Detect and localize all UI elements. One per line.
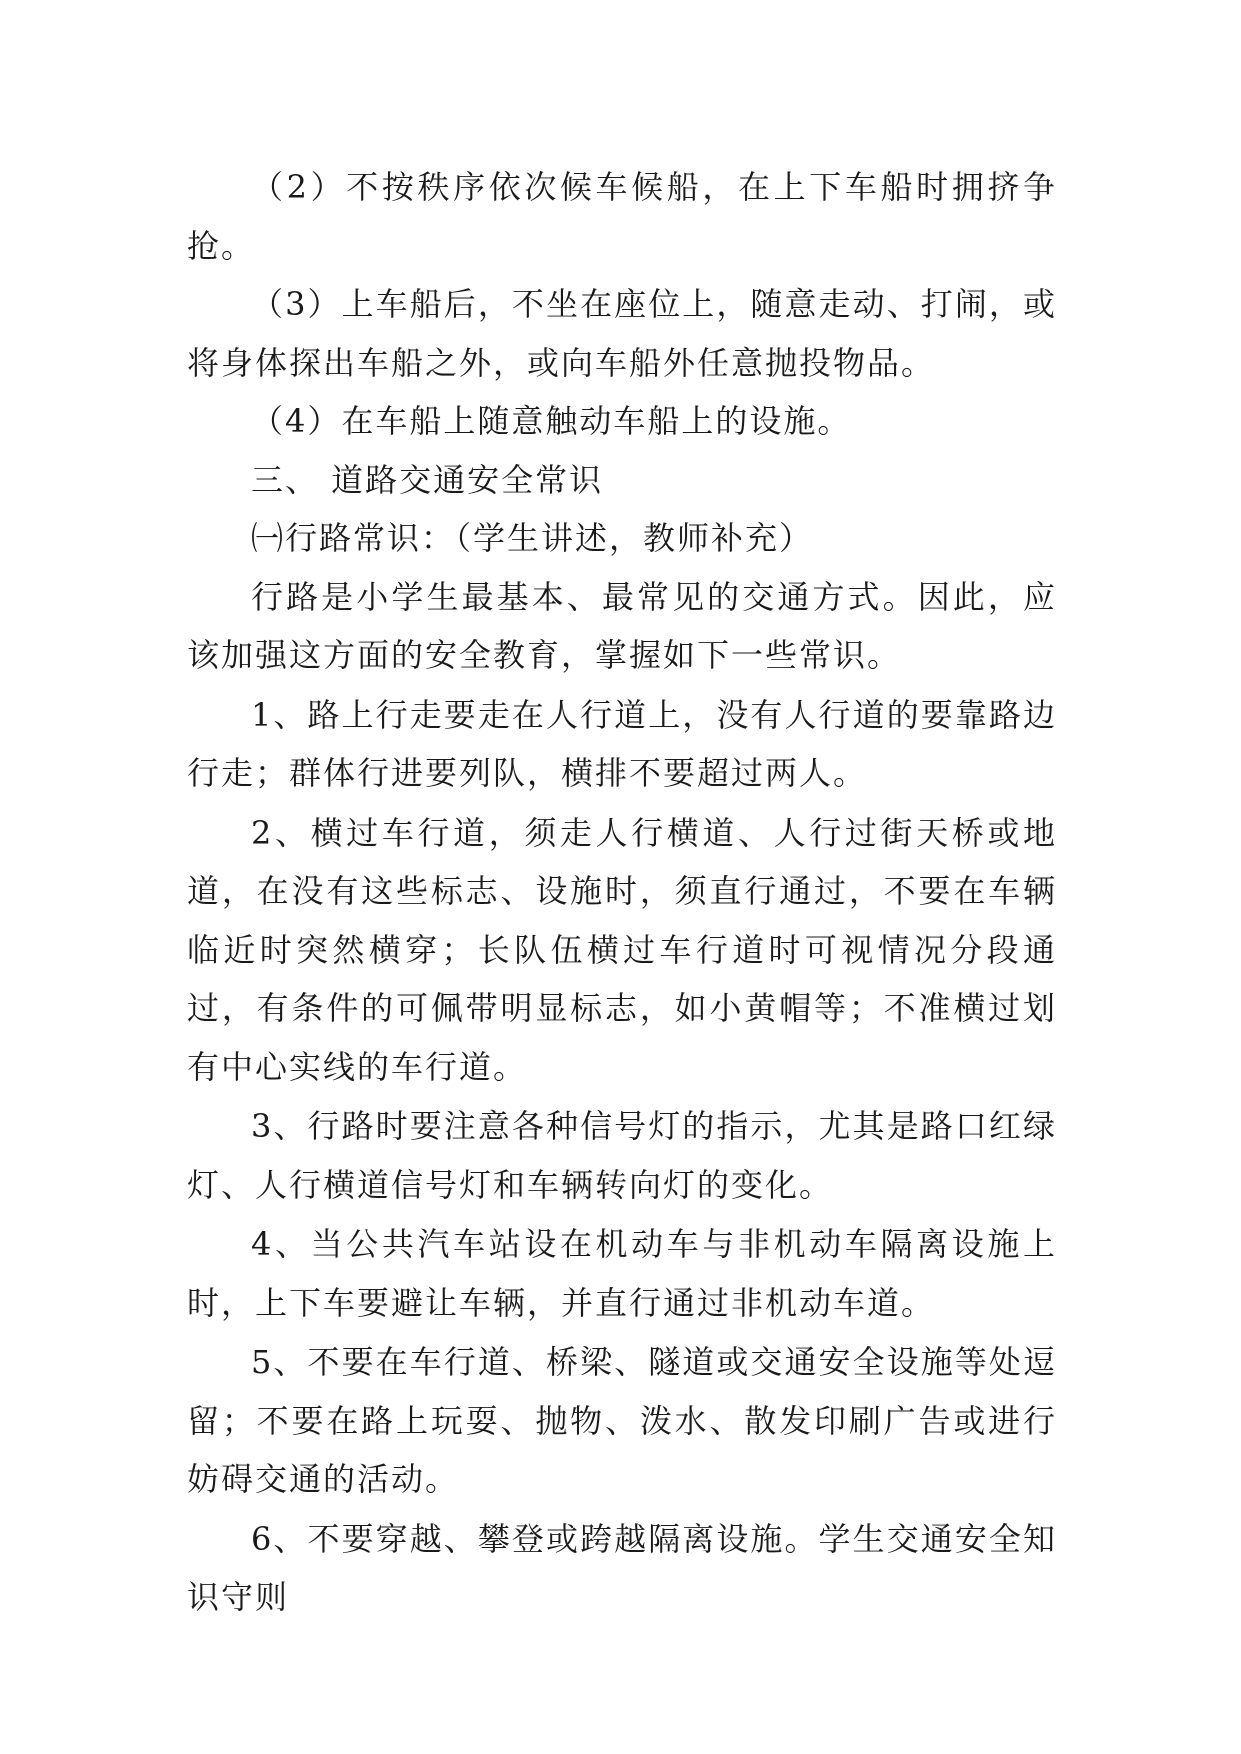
section-heading: 三、 道路交通安全常识 xyxy=(251,460,604,499)
document-body xyxy=(187,158,1057,1627)
rule-1: 1、路上行走要走在人行道上，没有人行道的要靠路边行走；群体行进要列队，横排不要超过两人。 xyxy=(187,695,1057,792)
rule-5: 5、不要在车行道、桥梁、隧道或交通安全设施等处逗留；不要在路上玩耍、抛物、泼水、散发印刷广告或进行妨碍交通的活动。 xyxy=(187,1343,1057,1498)
intro-paragraph: 行路是小学生最基本、最常见的交通方式。因此，应该加强这方面的安全教育，掌握如下一些常识。 xyxy=(187,577,1057,674)
subsection-heading: ㈠行路常识：（学生讲述，教师补充） xyxy=(251,519,814,557)
rule-3: 3、行路时要注意各种信号灯的指示，尤其是路口红绿灯、人行横道信号灯和车辆转向灯的变化。 xyxy=(187,1107,1057,1204)
paragraph-item-2: （2）不按秩序依次候车候船，在上下车船时拥挤争抢。 xyxy=(187,168,1057,265)
rule-6: 6、不要穿越、攀登或跨越隔离设施。学生交通安全知识守则 xyxy=(187,1519,1057,1616)
rule-4: 4、当公共汽车站设在机动车与非机动车隔离设施上时，上下车要避让车辆，并直行通过非机动车道。 xyxy=(187,1225,1057,1322)
rule-2: 2、横过车行道，须走人行横道、人行过街天桥或地道，在没有这些标志、设施时，须直行通过，不要在车辆临近时突然横穿；长队伍横过车行道时可视情况分段通过，有条件的可佩带明显标志，如小黄帽等；不准横过划有中心实线的车行道。 xyxy=(187,813,1057,1086)
paragraph-item-4: （4）在车船上随意触动车船上的设施。 xyxy=(251,402,852,440)
paragraph-item-3: （3）上车船后，不坐在座位上，随意走动、打闹，或将身体探出车船之外，或向车船外任意抛投物品。 xyxy=(187,285,1057,382)
